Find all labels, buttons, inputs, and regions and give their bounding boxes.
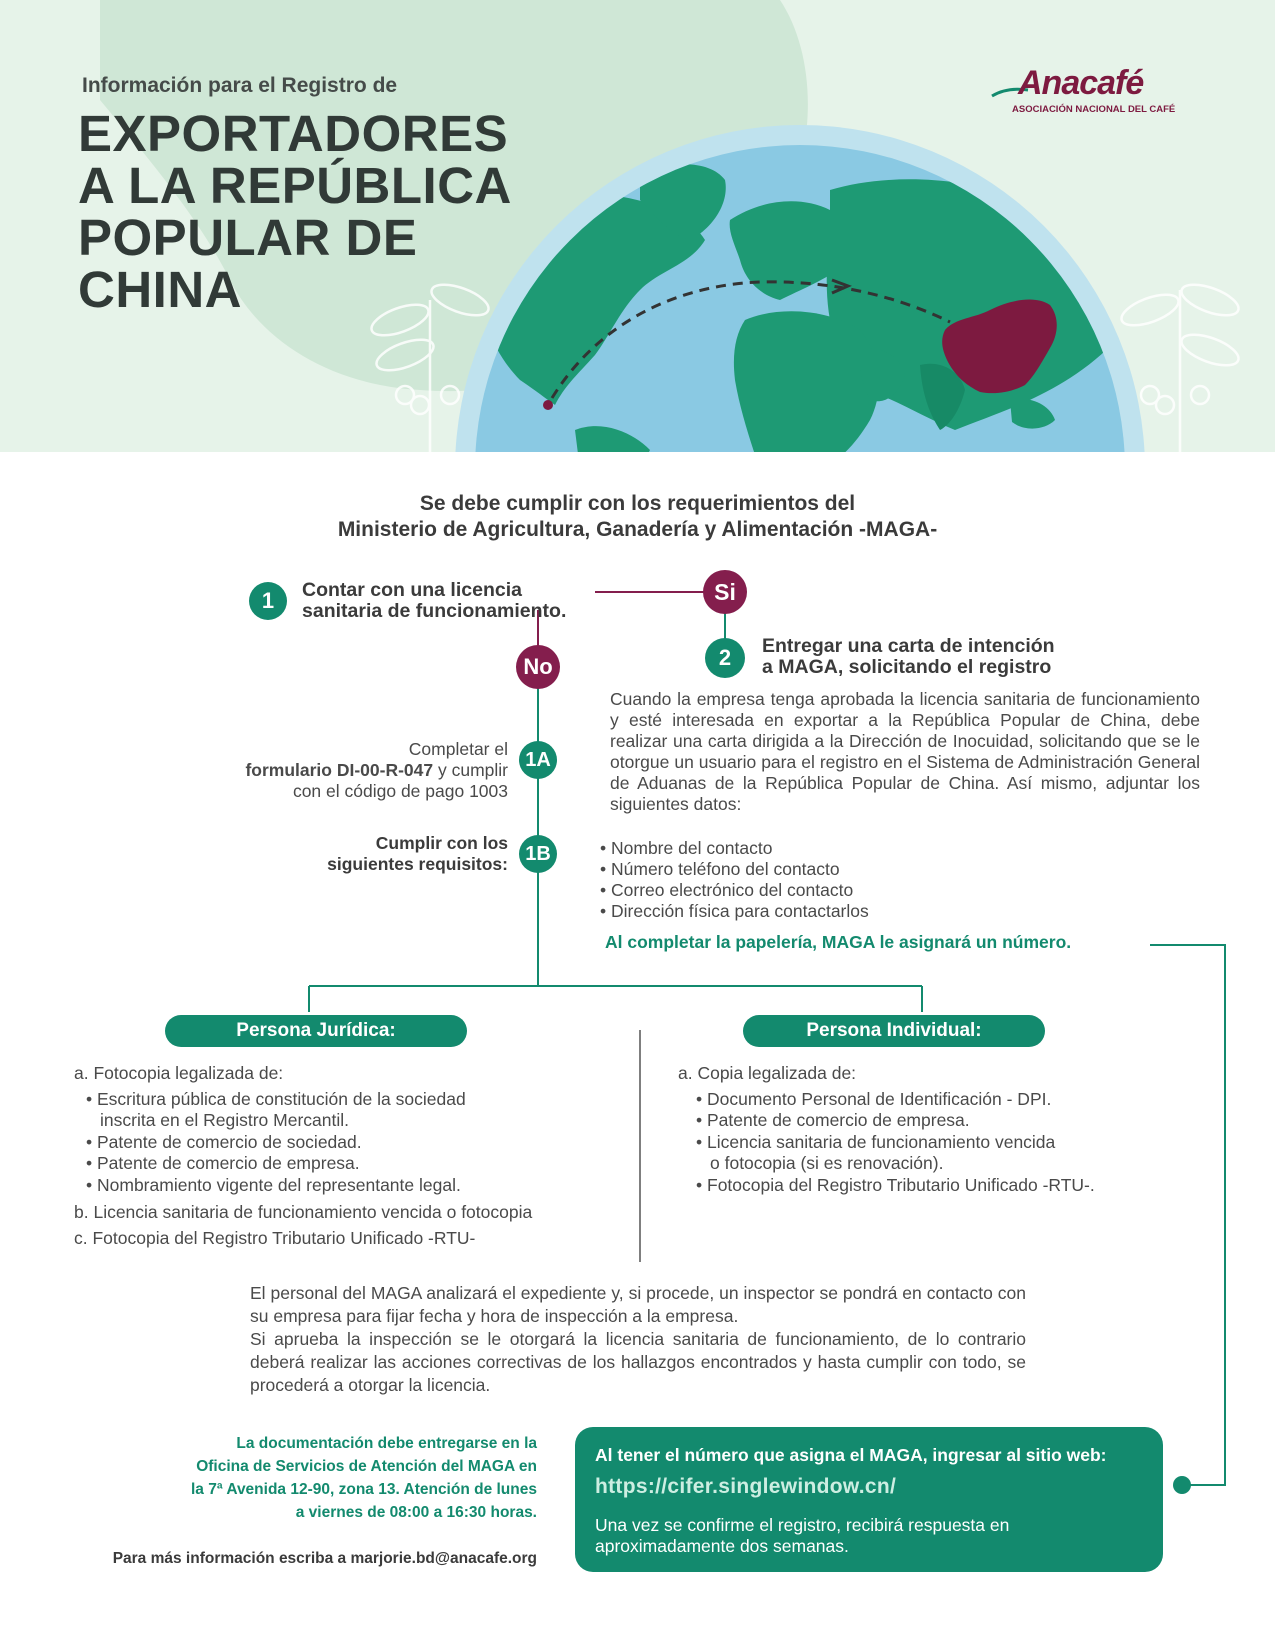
step-2-contact-list [600, 838, 869, 922]
step-2-title-line-1: Entregar una carta de intención [762, 635, 1055, 657]
list-item: a. Copia legalizada de: [678, 1063, 857, 1083]
requirements-heading-line-2: Ministerio de Agricultura, Ganadería y Alimentación -MAGA- [337, 518, 938, 541]
list-item: inscrita en el Registro Mercantil. [100, 1110, 349, 1130]
step-2-title-line-2: a MAGA, solicitando el registro [762, 656, 1052, 678]
list-item: • Correo electrónico del contacto [600, 880, 854, 900]
list-item: • Dirección física para contactarlos [600, 901, 869, 921]
connector-maga-number-to-web [1150, 945, 1225, 1485]
step-2-paragraph: Cuando la empresa tenga aprobada la licencia sanitaria de funcionamiento y esté interesada en exportar a la República Popular de China, debe realizar una carta dirigida a la Dirección de Inocuidad, solicitando que se le otorgue un usuario para el registro en el Sistema de Administración General de Aduanas de la República Popular de China. Así mismo, adjuntar los siguientes datos: [610, 689, 1200, 814]
step-1a-line-1: Completar el [408, 739, 508, 759]
list-item: b. Licencia sanitaria de funcionamiento vencida o fotocopia [74, 1202, 533, 1222]
list-item: • Licencia sanitaria de funcionamiento vencida [696, 1131, 1056, 1152]
step-1b-line-1: Cumplir con los [375, 833, 508, 853]
contact-prefix: Para más información escriba a [112, 1550, 351, 1567]
connector-end-dot [1173, 1476, 1191, 1494]
step-1b-line-2: siguientes requisitos: [327, 854, 508, 874]
header-subtitle: Información para el Registro de [82, 74, 398, 97]
list-item: a. Fotocopia legalizada de: [74, 1063, 284, 1083]
step-2-badge: 2 [705, 638, 745, 678]
office-note-line-1: La documentación debe entregarse en la [236, 1435, 537, 1452]
maga-number-note: Al completar la papelería, MAGA le asignará un número. [605, 932, 1072, 952]
persona-juridica-label: Persona Jurídica: [165, 1015, 467, 1047]
juridica-sub-list [74, 1089, 614, 1197]
header-title-line-3: POPULAR DE [78, 209, 418, 266]
website-info-box [575, 1427, 1163, 1572]
office-note-line-4: a viernes de 08:00 a 16:30 horas. [295, 1504, 537, 1521]
website-box-title: Al tener el número que asigna el MAGA, ingresar al sitio web: [595, 1445, 1107, 1465]
website-box-note [595, 1515, 1009, 1557]
office-note-line-3: la 7ª Avenida 12-90, zona 13. Atención de lunes [191, 1481, 537, 1498]
requirements-heading-line-1: Se debe cumplir con los requerimientos del [419, 492, 856, 515]
contact-email-link[interactable]: marjorie.bd@anacafe.org [350, 1550, 537, 1567]
inspection-paragraph-2: Si aprueba la inspección se le otorgará la licencia sanitaria de funcionamiento, de lo contrario deberá realizar las acciones correctivas de los hallazgos encontrados y hasta cumplir con todo, se procederá a otorgar la licencia. [250, 1329, 1026, 1395]
website-box-note-line-1: Una vez se confirme el registro, recibirá respuesta en [595, 1515, 1010, 1535]
individual-sub-list [678, 1089, 1198, 1197]
list-item: • Patente de comercio de empresa. [86, 1153, 360, 1173]
list-item: • Patente de comercio de sociedad. [86, 1131, 362, 1152]
step-1a-badge: 1A [519, 741, 557, 779]
website-box-note-line-2: aproximadamente dos semanas. [595, 1536, 849, 1556]
list-item: • Fotocopia del Registro Tributario Unificado -RTU-. [696, 1174, 1095, 1195]
list-item: • Documento Personal de Identificación - DPI. [696, 1088, 1052, 1109]
header-title-line-1: EXPORTADORES [78, 105, 509, 162]
contact-line [60, 1550, 537, 1568]
form-code: formulario DI-00-R-047 [245, 760, 434, 780]
step-1-badge: 1 [249, 582, 287, 620]
list-item: • Escritura pública de constitución de la sociedad [86, 1088, 466, 1109]
step-1a-line-3: con el código de pago 1003 [292, 781, 508, 801]
header-title-line-4: CHINA [78, 261, 242, 318]
list-item: • Número teléfono del contacto [600, 859, 840, 879]
no-badge: No [516, 645, 560, 689]
website-url-link[interactable]: https://cifer.singlewindow.cn/ [595, 1475, 897, 1498]
persona-juridica-list [74, 1063, 614, 1249]
header-title-line-2: A LA REPÚBLICA [78, 157, 512, 214]
step-1a-line-2-rest: y cumplir [433, 760, 508, 780]
step-1a-text [150, 739, 508, 802]
logo-wordmark: Anacafé [1018, 64, 1144, 102]
list-item: • Patente de comercio de empresa. [696, 1110, 970, 1130]
list-item: • Nombramiento vigente del representante legal. [86, 1174, 461, 1195]
persona-individual-label: Persona Individual: [743, 1015, 1045, 1047]
persona-individual-list [678, 1063, 1198, 1196]
list-item: c. Fotocopia del Registro Tributario Unificado -RTU- [74, 1227, 476, 1248]
step-1b-badge: 1B [519, 835, 557, 873]
step-1-text-line-2: sanitaria de funcionamiento. [302, 600, 567, 622]
step-1b-text [200, 833, 508, 875]
inspection-text [250, 1282, 1026, 1397]
office-note-line-2: Oficina de Servicios de Atención del MAGA en [196, 1458, 537, 1475]
office-note [120, 1432, 537, 1524]
list-item: o fotocopia (si es renovación). [710, 1153, 944, 1173]
step-1-text-line-1: Contar con una licencia [302, 579, 522, 601]
step-1a-line-2 [150, 760, 508, 781]
inspection-paragraph-1: El personal del MAGA analizará el expediente y, si procede, un inspector se pondrá en contacto con su empresa para fijar fecha y hora de inspección a la empresa. [250, 1283, 1026, 1326]
yes-badge: Si [703, 570, 747, 614]
list-item: • Nombre del contacto [600, 838, 773, 858]
logo-subtitle: ASOCIACIÓN NACIONAL DEL CAFÉ [1012, 104, 1176, 115]
